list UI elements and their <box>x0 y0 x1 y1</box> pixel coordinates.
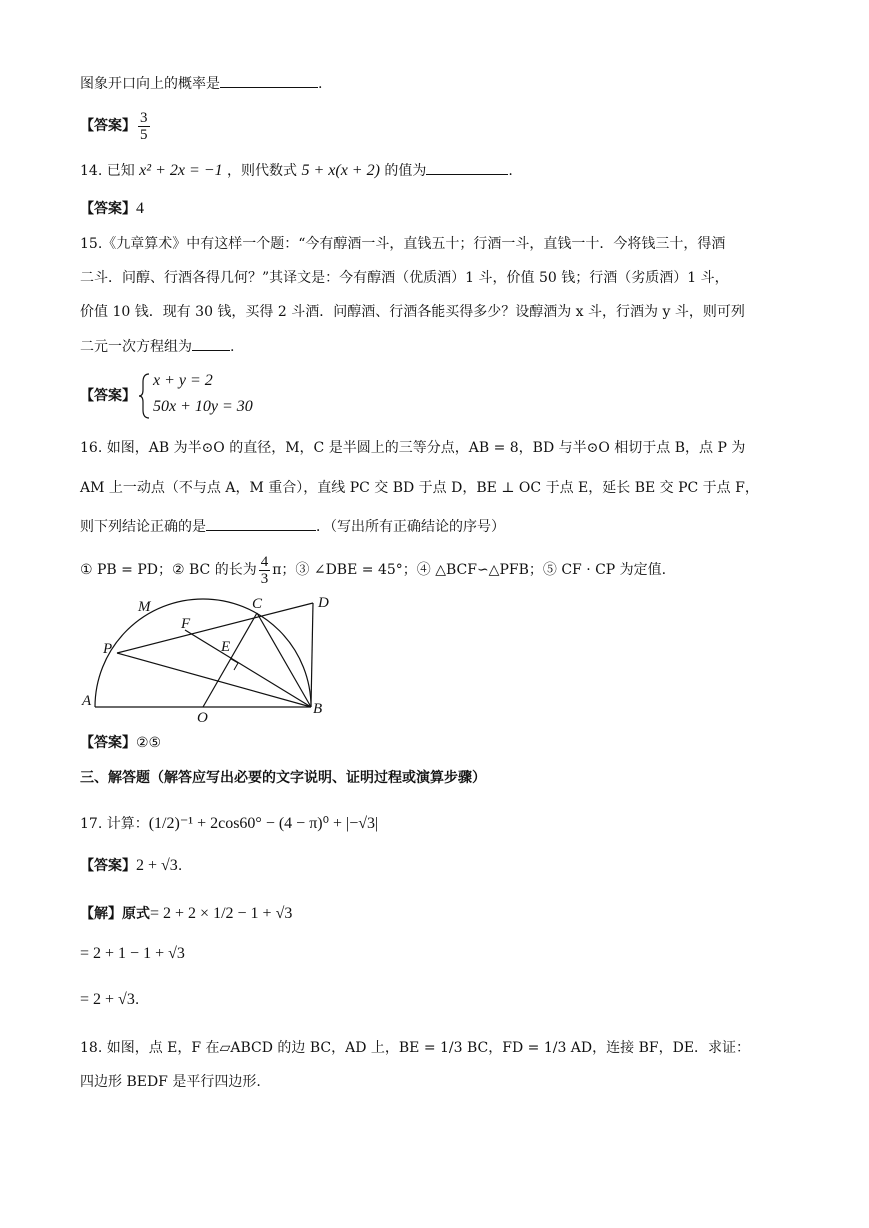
answer-tag: 【答案】 <box>80 118 136 134</box>
label-a: A <box>82 693 92 709</box>
q15-line-2: 二斗．问醇、行酒各得几何？”其译文是：今有醇酒（优质酒）1 斗，价值 50 钱；行酒（劣质酒）1 斗， <box>80 270 729 286</box>
answer-blank <box>192 336 230 351</box>
q17-line: 17. 计算：(1/2)⁻¹ + 2cos60° − (4 − π)⁰ + |−√3| <box>80 815 379 832</box>
line-pb <box>117 653 311 707</box>
q14-answer: 【答案】4 <box>80 200 144 217</box>
q15-line-1: 15.《九章算术》中有这样一个题：“今有醇酒一斗，直钱五十；行酒一斗，直钱一十．今将钱三十，得酒 <box>80 236 726 252</box>
equation-1: x + y = 2 <box>153 372 213 389</box>
semicircle <box>95 599 311 707</box>
q14-expression: 5 + x(x + 2) <box>301 162 380 179</box>
q13-text: 图象开口向上的概率是 <box>80 76 220 92</box>
q17-solution-step-1: 【解】原式= 2 + 2 × 1/2 − 1 + √3 <box>80 905 293 922</box>
q15-answer-tag: 【答案】 <box>80 388 136 404</box>
q16-answer: 【答案】②⑤ <box>80 735 162 751</box>
q16-line-4: ① PB = PD；② BC 的长为 $\frac{4}{3}$ π；③ ∠DBE = 45°；④ △BCF∽△PFB；⑤ CF · CP 为定值. <box>80 553 667 587</box>
answer-blank <box>220 73 318 88</box>
q16-line-2: AM 上一动点（不与点 A，M 重合），直线 PC 交 BD 于点 D，BE ⊥ OC 于点 E，延长 BE 交 PC 于点 F， <box>80 480 759 496</box>
arc-length-fraction: $\frac{4}{3}$ <box>260 553 269 587</box>
q17-expression: (1/2)⁻¹ + 2cos60° − (4 − π)⁰ + |−√3| <box>148 815 379 832</box>
equation-system <box>139 372 253 420</box>
line-oc <box>203 613 257 707</box>
section-heading: 三、解答题（解答应写出必要的文字说明、证明过程或演算步骤） <box>80 770 486 786</box>
q16-line-1: 16. 如图，AB 为半⊙O 的直径，M，C 是半圆上的三等分点，AB = 8，BD 与半⊙O 相切于点 B，点 P 为 <box>80 440 746 456</box>
q14-equation: x² + 2x = −1 <box>139 162 223 179</box>
label-c: C <box>252 596 263 612</box>
label-f: F <box>181 616 191 632</box>
q18-line-2: 四边形 BEDF 是平行四边形. <box>80 1074 261 1090</box>
line-fb <box>185 630 311 707</box>
q17-solution-step-3: = 2 + √3. <box>80 991 140 1008</box>
q17-answer: 【答案】2 + √3. <box>80 857 183 874</box>
label-o: O <box>197 710 208 725</box>
tangent-bd <box>311 603 313 707</box>
q17-solution-step-2: = 2 + 1 − 1 + √3 <box>80 945 185 962</box>
q18-line-1: 18. 如图，点 E，F 在▱ABCD 的边 BC，AD 上，BE = 1/3 BC，FD = 1/3 AD，连接 BF，DE．求证： <box>80 1040 751 1056</box>
q13-line: 图象开口向上的概率是 . <box>80 73 322 94</box>
q13-answer <box>80 106 152 146</box>
label-m: M <box>138 599 151 615</box>
q15-line-3: 价值 10 钱．现有 30 钱，买得 2 斗酒．问醇酒、行酒各能买得多少？设醇酒为 x 斗，行酒为 y 斗，则可列 <box>80 304 745 320</box>
label-p: P <box>103 641 113 657</box>
line-cb <box>257 613 311 707</box>
answer-blank <box>206 516 316 531</box>
right-angle-mark <box>231 659 238 670</box>
label-e: E <box>221 639 231 655</box>
q16-line-3: 则下列结论正确的是 ．（写出所有正确结论的序号） <box>80 516 505 537</box>
brace-icon <box>139 372 151 420</box>
geometry-figure <box>80 595 340 725</box>
q15-line-4: 二元一次方程组为 . <box>80 336 234 357</box>
label-b: B <box>313 701 323 717</box>
answer-fraction: $\frac{3}{5}$ <box>140 109 148 143</box>
answer-blank <box>426 160 508 175</box>
equation-2: 50x + 10y = 30 <box>153 398 253 415</box>
q14-line: 14. 已知 x² + 2x = −1 ，则代数式 5 + x(x + 2) 的值为 . <box>80 162 513 179</box>
label-d: D <box>318 595 329 611</box>
